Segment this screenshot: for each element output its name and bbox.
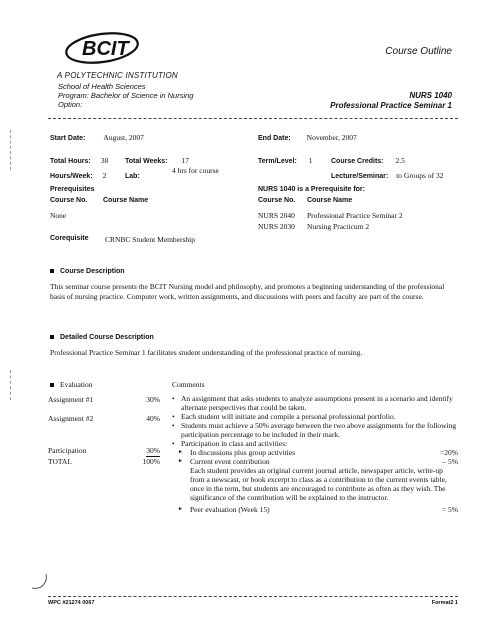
footer-rule (48, 596, 458, 597)
eval-row: Participation 30% (48, 446, 160, 455)
comment-item: • Participation in class and activities: (172, 439, 458, 448)
prereq-value: None (50, 211, 67, 220)
total-hours: Total Hours: 38 (50, 156, 109, 165)
eval-row: TOTAL 100% (48, 457, 160, 466)
bcit-logo (60, 28, 140, 68)
comment-item: • An assignment that asks students to analyze assumptions present in a scenario and identify alternate perspectives that could be taken. (172, 394, 458, 412)
term-level: Term/Level: 1 (258, 156, 313, 165)
prereq-for-row-name: Nursing Practicum 2 (307, 222, 370, 231)
course-code: NURS 1040 (409, 91, 452, 100)
detailed-description-heading: Detailed Course Description (50, 334, 154, 341)
course-title: Professional Practice Seminar 1 (330, 101, 452, 110)
prereq-heading: Prerequisites (50, 186, 95, 193)
sub-item: ► Current event contribution – 5% (172, 457, 458, 466)
comments-heading: Comments (172, 380, 205, 389)
course-description-heading: Course Description (50, 268, 125, 275)
end-date: End Date: November, 2007 (258, 133, 357, 142)
tagline: A POLYTECHNIC INSTITUTION (57, 71, 178, 80)
logo-text: BCIT (82, 38, 129, 60)
coreq-value: CRNBC Student Membership (105, 235, 196, 244)
school-block (58, 82, 193, 109)
course-heading (330, 91, 452, 111)
total-weeks: Total Weeks: 17 (125, 156, 190, 165)
eval-row: Assignment #2 40% (48, 414, 160, 423)
course-credits: Course Credits: 2.5 (331, 156, 405, 165)
start-date: Start Date: August, 2007 (50, 133, 144, 142)
course-description-text: This seminar course presents the BCIT Nursing model and philosophy, and promotes a beginning understanding of the professional basis of nursing practice. Computer work, written assignments, and discussions with peers and faculty are part of the course. (50, 282, 445, 301)
lab-value: 4 hrs for course (172, 166, 219, 175)
prereq-col-name: Course Name (103, 197, 149, 204)
school-name: School of Health Sciences (58, 82, 146, 91)
scan-mark (10, 370, 11, 400)
program-name: Program: Bachelor of Science in Nursing (58, 91, 194, 100)
comments-list (172, 394, 458, 514)
sub-item: ► Peer evaluation (Week 15) = 5% (172, 505, 458, 514)
comment-item: • Students must achieve a 50% average between the two above assignments for the following participation percentage to be included in their mark. (172, 421, 458, 439)
header-rule (48, 118, 458, 119)
sub-item: ► In discussions plus group activities =20% (172, 448, 458, 457)
current-event-text: Each student provides an original current journal article, newspaper article, write-up from a newscast, or book excerpt to class as a contribution to the current events table, once in the term, but students are encouraged to contribute as often as they wish. The significance of the contribution will be explained to the instructor. (190, 466, 447, 502)
scan-mark (10, 130, 11, 170)
footer-left: WPC #21274 0067 (48, 600, 95, 606)
footer-right: Format2 1 (431, 600, 458, 606)
doc-type: Course Outline (385, 46, 452, 57)
comment-item: • Each student will initiate and compile a personal professional portfolio. (172, 412, 458, 421)
bullet-icon (50, 269, 54, 273)
option-label: Option: (58, 100, 83, 109)
bullet-icon (50, 335, 54, 339)
coreq-label: Corequisite (50, 235, 89, 242)
lecture-seminar: Lecture/Seminar: to Groups of 32 (331, 171, 444, 180)
bullet-icon (50, 383, 54, 387)
scan-mark (26, 572, 50, 592)
eval-row: Assignment #1 30% (48, 395, 160, 404)
evaluation-heading: Evaluation (50, 380, 93, 389)
lab: Lab: (125, 173, 140, 180)
prereq-col-no: Course No. (50, 197, 88, 204)
prereq-for-row: NURS 2040 (258, 211, 295, 220)
hours-week: Hours/Week: 2 (50, 171, 107, 180)
prereq-for-heading: NURS 1040 is a Prerequisite for: (258, 186, 365, 193)
prereq-for-col-name: Course Name (307, 197, 353, 204)
prereq-for-row-name: Professional Practice Seminar 2 (307, 211, 403, 220)
detailed-description-text: Professional Practice Seminar 1 facilitates student understanding of the professional practice of nursing. (50, 348, 363, 357)
prereq-for-row: NURS 2030 (258, 222, 295, 231)
prereq-for-col-no: Course No. (258, 197, 296, 204)
